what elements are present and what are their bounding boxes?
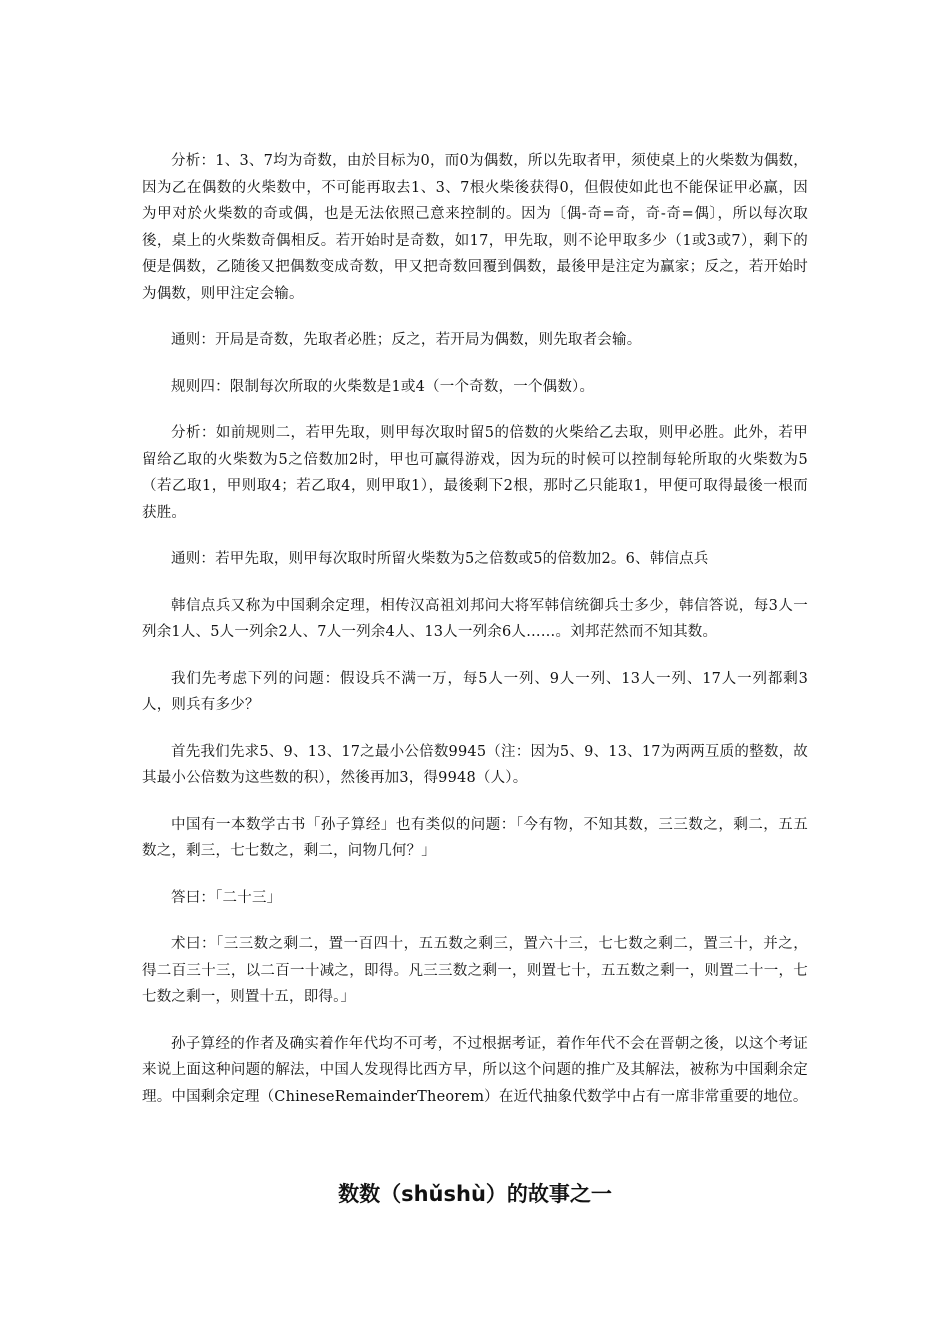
paragraph-analysis-rule4: 分析：如前规则二，若甲先取，则甲每次取时留5的倍数的火柴给乙去取，则甲必胜。此外，若甲留给乙取的火柴数为5之倍数加2时，甲也可赢得游戏，因为玩的时候可以控制每轮所取的火柴数为5（若乙取1，甲则取4；若乙取4，则甲取1），最後剩下2根，那时乙只能取1，甲便可取得最後一根而获胜。 [142,425,808,521]
document-body [142,148,808,1110]
paragraph-gap [142,865,808,885]
paragraph-gap [142,307,808,327]
paragraph-gap [142,792,808,812]
section-heading: 数数（shǔshù）的故事之一 [338,1182,612,1206]
paragraph-crt-history: 孙子算经的作者及确实着作年代均不可考，不过根据考证，着作年代不会在晋朝之後，以这个考证来说上面这种问题的解法，中国人发现得比西方早，所以这个问题的推广及其解法，被称为中国剩余定理。中国剩余定理（ChineseRemainderTheorem）在近代抽象代数学中占有一席非常重要的地位。 [142,1035,808,1105]
paragraph-sunzi-problem: 中国有一本数学古书「孙子算经」也有类似的问题：「今有物，不知其数，三三数之，剩二，五五数之，剩三，七七数之，剩二，问物几何？」 [142,816,808,859]
paragraph-general-rule-4: 通则：若甲先取，则甲每次取时所留火柴数为5之倍数或5的倍数加2。6、韩信点兵 [171,551,709,567]
paragraph-problem: 我们先考虑下列的问题：假设兵不满一万，每5人一列、9人一列、13人一列、17人一列都剩3人，则兵有多少？ [142,670,808,713]
paragraph-gap [142,354,808,374]
paragraph-gap [142,1011,808,1031]
paragraph-lcm-solution: 首先我们先求5、9、13、17之最小公倍数9945（注：因为5、9、13、17为两两互质的整数，故其最小公倍数为这些数的积），然後再加3，得9948（人）。 [142,743,808,786]
paragraph-rule-four: 规则四：限制每次所取的火柴数是1或4（一个奇数，一个偶数）。 [171,378,595,395]
paragraph-gap [142,646,808,666]
paragraph-gap [142,719,808,739]
paragraph-hanxin-intro: 韩信点兵又称为中国剩余定理，相传汉高祖刘邦问大将军韩信统御兵士多少，韩信答说，每3人一列余1人、5人一列余2人、7人一列余4人、13人一列余6人……。刘邦茫然而不知其数。 [142,597,808,640]
paragraph-gap [142,526,808,546]
paragraph-method: 术曰：「三三数之剩二，置一百四十，五五数之剩三，置六十三，七七数之剩二，置三十，并之，得二百三十三，以二百一十减之，即得。凡三三数之剩一，则置七十，五五数之剩一，则置二十一，七七数之剩一，则置十五，即得。」 [142,936,808,1005]
paragraph-answer: 答曰：「二十三」 [171,889,282,906]
paragraph-analysis-rule3: 分析：1、3、7均为奇数，由於目标为0，而0为偶数，所以先取者甲，须使桌上的火柴数为偶数，因为乙在偶数的火柴数中，不可能再取去1、3、7根火柴後获得0，但假使如此也不能保证甲必赢，因为甲对於火柴数的奇或偶，也是无法依照己意来控制的。因为〔偶-奇=奇，奇-奇=偶〕，所以每次取後，桌上的火柴数奇偶相反。若开始时是奇数，如17，甲先取，则不论甲取多少（1或3或7），剩下的便是偶数，乙随後又把偶数变成奇数，甲又把奇数回覆到偶数，最後甲是注定为赢家；反之，若开始时为偶数，则甲注定会输。 [142,153,808,302]
paragraph-gap [142,573,808,593]
paragraph-general-rule-3: 通则：开局是奇数，先取者必胜；反之，若开局为偶数，则先取者会输。 [171,332,642,348]
paragraph-gap [142,911,808,931]
paragraph-gap [142,400,808,420]
